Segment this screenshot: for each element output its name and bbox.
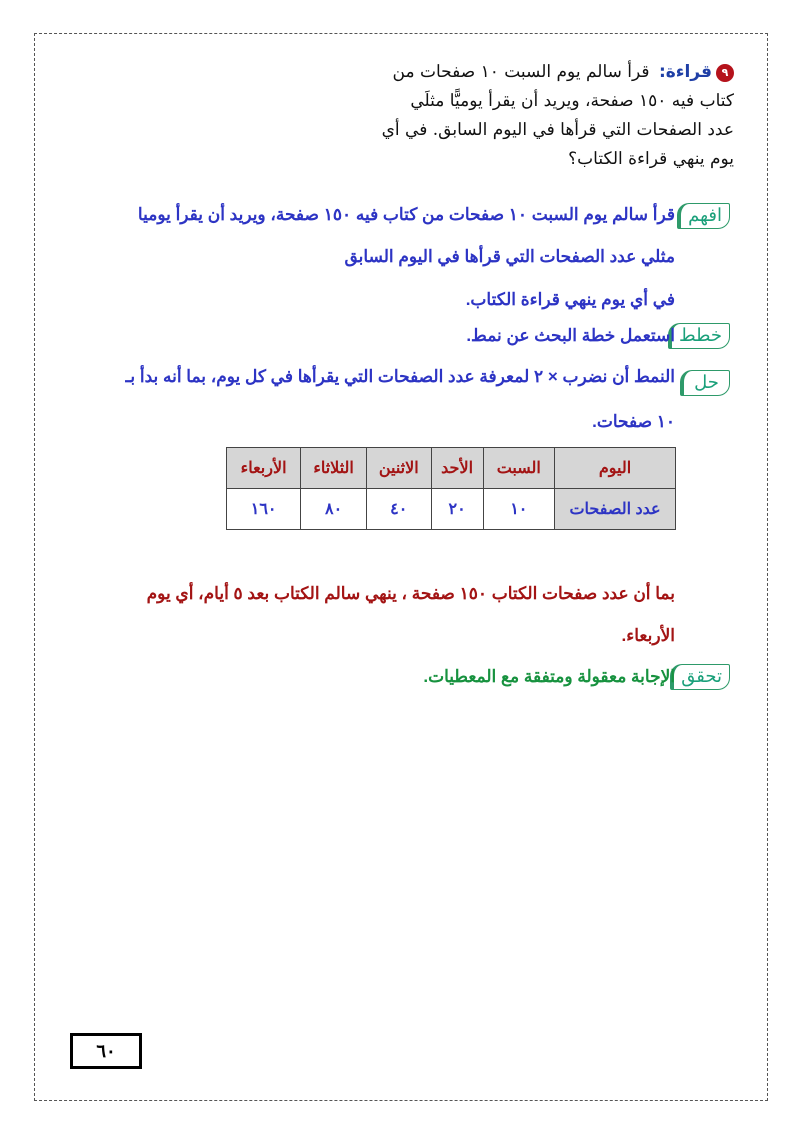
- understand-line-3: في أي يوم ينهي قراءة الكتاب.: [465, 290, 675, 309]
- step-tag-solve: حل: [680, 370, 730, 396]
- table-day-cell: الأحد: [431, 448, 483, 489]
- step-tag-check: تحقق: [670, 664, 730, 690]
- problem-line-3: عدد الصفحات التي قرأها في اليوم السابق. في أي: [381, 120, 734, 140]
- problem-text: قرأ سالم يوم السبت ١٠ صفحات من: [392, 62, 650, 82]
- page-number: ٦٠: [70, 1033, 142, 1069]
- table-value-cell: ١٦٠: [227, 489, 301, 530]
- table-value-cell: ٤٠: [366, 489, 431, 530]
- table-day-cell: الثلاثاء: [301, 448, 367, 489]
- problem-keyword: قراءة:: [658, 62, 712, 82]
- step-tag-understand: افهم: [677, 203, 730, 229]
- problem-number-badge: ٩: [716, 64, 734, 82]
- table-value-cell: ٨٠: [301, 489, 367, 530]
- conclusion-line-1: بما أن عدد صفحات الكتاب ١٥٠ صفحة ، ينهي سالم الكتاب بعد ٥ أيام، أي يوم: [146, 584, 675, 603]
- table-value-cell: ١٠: [483, 489, 554, 530]
- table-day-cell: الأربعاء: [227, 448, 301, 489]
- problem-line-4: يوم ينهي قراءة الكتاب؟: [568, 149, 734, 169]
- step-tag-plan: خطط: [668, 323, 730, 349]
- understand-line-1: قرأ سالم يوم السبت ١٠ صفحات من كتاب فيه ١٥٠ صفحة، ويريد أن يقرأ يوميا: [137, 205, 675, 224]
- pages-per-day-table: [226, 447, 676, 530]
- table-day-cell: السبت: [483, 448, 554, 489]
- understand-line-2: مثلي عدد الصفحات التي قرأها في اليوم السابق: [344, 247, 675, 266]
- table-day-cell: الاثنين: [366, 448, 431, 489]
- table-header-row: [227, 448, 676, 489]
- plan-text: استعمل خطة البحث عن نمط.: [466, 326, 675, 345]
- table-row: [227, 489, 676, 530]
- page-frame: [34, 33, 768, 1101]
- conclusion-line-2: الأربعاء.: [621, 626, 675, 645]
- table-value-cell: ٢٠: [431, 489, 483, 530]
- problem-line-2: كتاب فيه ١٥٠ صفحة، ويريد أن يقرأ يوميًّا مثلَي: [410, 91, 734, 111]
- check-text: الإجابة معقولة ومتفقة مع المعطيات.: [423, 667, 675, 686]
- table-row-label: عدد الصفحات: [555, 489, 676, 530]
- solve-line-1: النمط أن نضرب × ٢ لمعرفة عدد الصفحات التي يقرأها في كل يوم، بما أنه بدأ بـ: [125, 367, 675, 386]
- table-header-label: اليوم: [555, 448, 676, 489]
- problem-line-1: [334, 58, 734, 87]
- problem-statement: [334, 58, 734, 174]
- solve-line-2: ١٠ صفحات.: [592, 412, 675, 431]
